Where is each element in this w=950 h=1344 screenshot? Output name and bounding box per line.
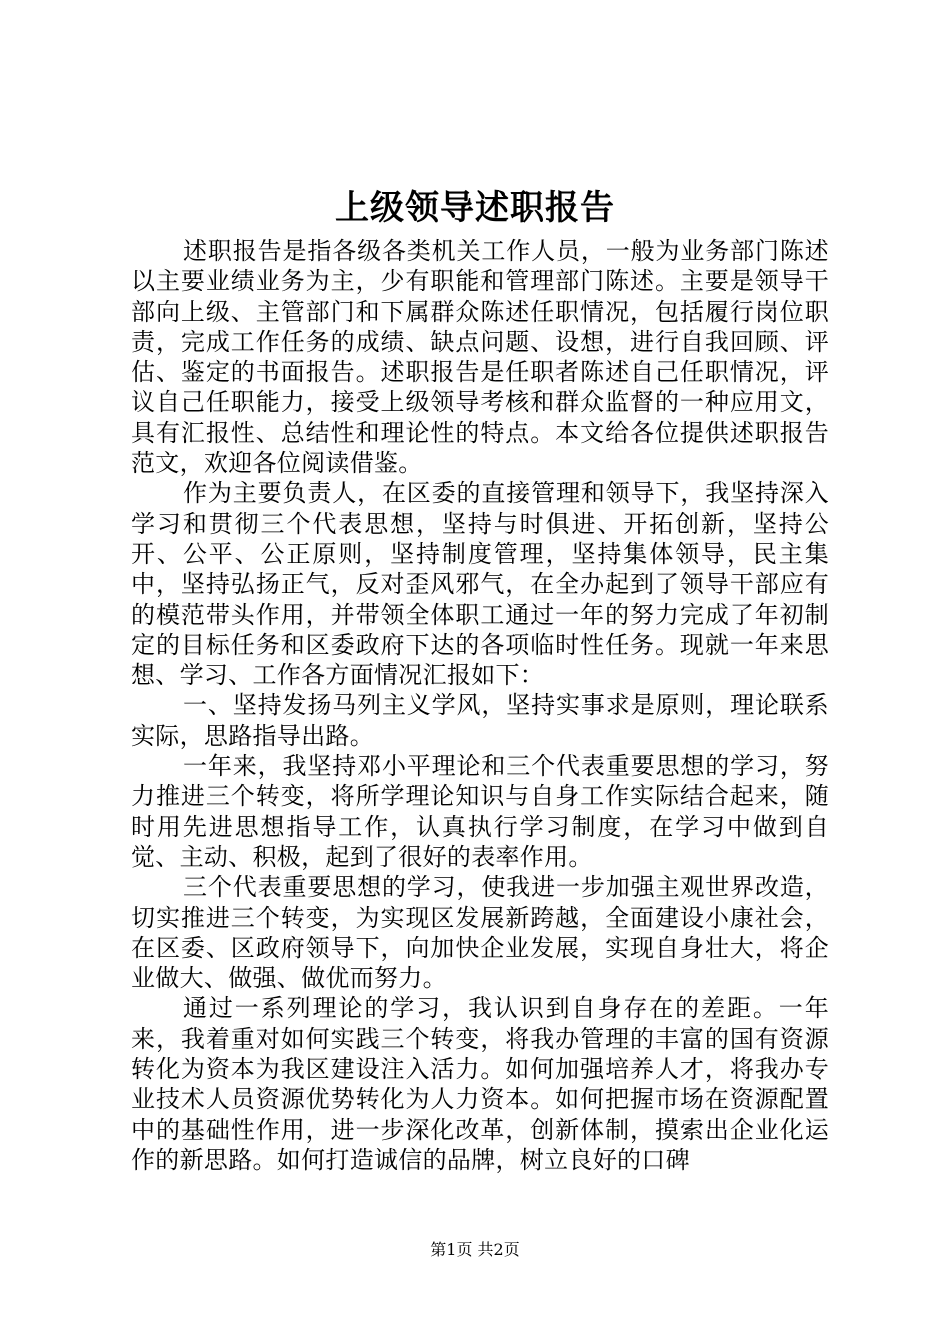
paragraph-overview: 作为主要负责人，在区委的直接管理和领导下，我坚持深入学习和贯彻三个代表思想，坚持与时俱进、开拓创新，坚持公开、公平、公正原则，坚持制度管理，坚持集体领导，民主集中，坚持弘扬正气，反对歪风邪气，在全办起到了领导干部应有的模范带头作用，并带领全体职工通过一年的努力完成了年初制定的目标任务和区委政府下达的各项临时性任务。现就一年来思想、学习、工作各方面情况汇报如下： <box>131 479 829 690</box>
paragraph-intro: 述职报告是指各级各类机关工作人员，一般为业务部门陈述以主要业绩业务为主，少有职能和管理部门陈述。主要是领导干部向上级、主管部门和下属群众陈述任职情况，包括履行岗位职责，完成工作任务的成绩、缺点问题、设想，进行自我回顾、评估、鉴定的书面报告。述职报告是任职者陈述自己任职情况，评议自己任职能力，接受上级领导考核和群众监督的一种应用文，具有汇报性、总结性和理论性的特点。本文给各位提供述职报告范文，欢迎各位阅读借鉴。 <box>131 237 829 478</box>
paragraph-three-represents: 三个代表重要思想的学习，使我进一步加强主观世界改造，切实推进三个转变，为实现区发展新跨越，全面建设小康社会，在区委、区政府领导下，向加快企业发展，实现自身壮大，将企业做大、做强、做优而努力。 <box>131 873 829 993</box>
page-number-footer: 第1页 共2页 <box>430 1240 520 1259</box>
document-body <box>131 236 829 1175</box>
paragraph-section-one-heading: 一、坚持发扬马列主义学风，坚持实事求是原则，理论联系实际，思路指导出路。 <box>131 691 829 750</box>
document-title: 上级领导述职报告 <box>335 188 615 228</box>
paragraph-self-reflection: 通过一系列理论的学习，我认识到自身存在的差距。一年来，我着重对如何实践三个转变，将我办管理的丰富的国有资源转化为资本为我区建设注入活力。如何加强培养人才，将我办专业技术人员资源优势转化为人力资本。如何把握市场在资源配置中的基础性作用，进一步深化改革，创新体制，摸索出企业化运作的新思路。如何打造诚信的品牌，树立良好的口碑 <box>131 994 829 1174</box>
paragraph-study: 一年来，我坚持邓小平理论和三个代表重要思想的学习，努力推进三个转变，将所学理论知识与自身工作实际结合起来，随时用先进思想指导工作，认真执行学习制度，在学习中做到自觉、主动、积极，起到了很好的表率作用。 <box>131 752 829 871</box>
